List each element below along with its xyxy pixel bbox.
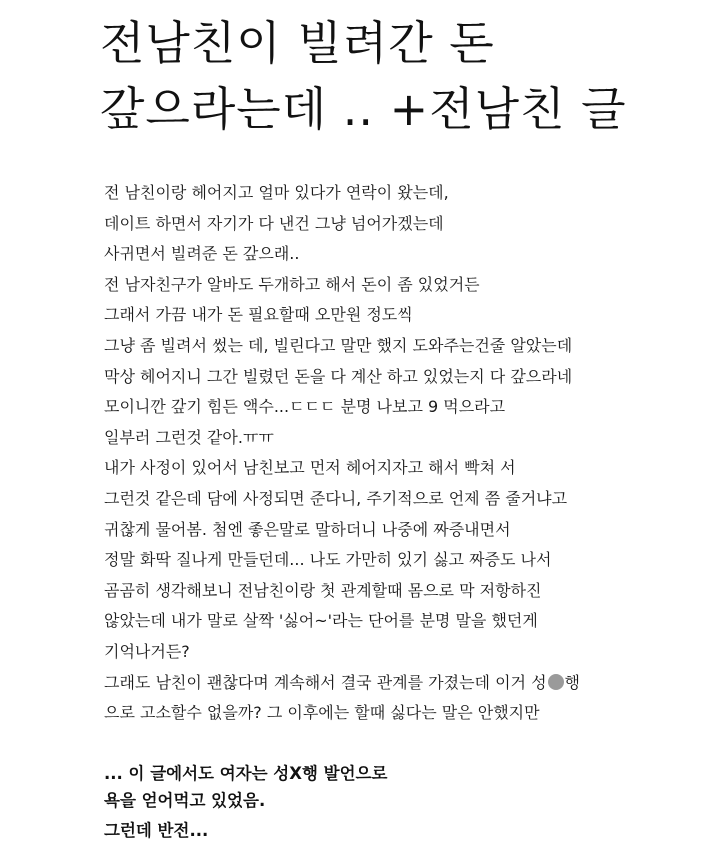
censored-text-before: 그래도 남친이 괜찮다며 계속해서 결국 관계를 가졌는데 이거 성	[104, 672, 547, 692]
title-line-2: 갚으라는데 .. +전남친 글	[100, 82, 627, 136]
body-line: 전 남친이랑 헤어지고 얼마 있다가 연락이 왔는데,	[104, 183, 449, 202]
body-line: 일부러 그런것 같아.ㅠㅠ	[104, 427, 274, 447]
body-line: 정말 화딱 질나게 만들던데... 나도 가만히 있기 싫고 짜증도 나서	[104, 550, 552, 570]
body-line: 데이트 하면서 자기가 다 낸건 그냥 넘어가겠는데	[104, 213, 444, 233]
body-line: 사귀면서 빌려준 돈 갚으래..	[104, 244, 300, 264]
body-line: 않았는데 내가 말로 살짝 '싫어~'라는 단어를 분명 말을 했던게	[104, 611, 538, 631]
body-line: 그냥 좀 빌려서 썼는 데, 빌린다고 말만 했지 도와주는건줄 알았는데	[104, 335, 573, 355]
body-line: 기억나거든?	[104, 641, 190, 661]
body-line: 모이니깐 갚기 힘든 액수...ㄷㄷㄷ 분명 나보고 9 먹으라고	[104, 397, 506, 417]
title-line-1: 전남친이 빌려간 돈	[100, 16, 495, 70]
post-title	[100, 10, 700, 142]
post-body	[104, 178, 704, 729]
body-line: 으로 고소할수 없을까? 그 이후에는 할때 싫다는 말은 안했지만	[104, 703, 540, 723]
censor-blur-mark	[548, 674, 564, 690]
body-line: 곰곰히 생각해보니 전남친이랑 첫 관계할때 몸으로 막 저항하진	[104, 580, 542, 600]
body-line: 그래서 가끔 내가 돈 필요할때 오만원 정도씩	[104, 305, 413, 325]
body-line: 귀찮게 물어봄. 첨엔 좋은말로 말하더니 나중에 짜증내면서	[104, 519, 511, 539]
body-line: 그런것 같은데 담에 사정되면 준다니, 주기적으로 언제 쯤 줄거냐고	[104, 488, 568, 508]
body-line: 내가 사정이 있어서 남친보고 먼저 헤어지자고 해서 빡쳐 서	[104, 458, 516, 478]
body-line-censored	[104, 668, 704, 699]
censored-text-after: 행	[564, 672, 581, 692]
twist-text: 그런데 반전...	[104, 821, 209, 840]
body-line: 전 남자친구가 알바도 두개하고 해서 돈이 좀 있었거든	[104, 274, 480, 294]
note-line-2: 욕을 얻어먹고 있었음.	[104, 791, 266, 810]
note-line-1: ... 이 글에서도 여자는 성X행 발언으로	[104, 764, 388, 783]
commentary-note	[104, 760, 704, 814]
body-line: 막상 헤어지니 그간 빌렸던 돈을 다 계산 하고 있었는지 다 갚으라네	[104, 366, 573, 386]
